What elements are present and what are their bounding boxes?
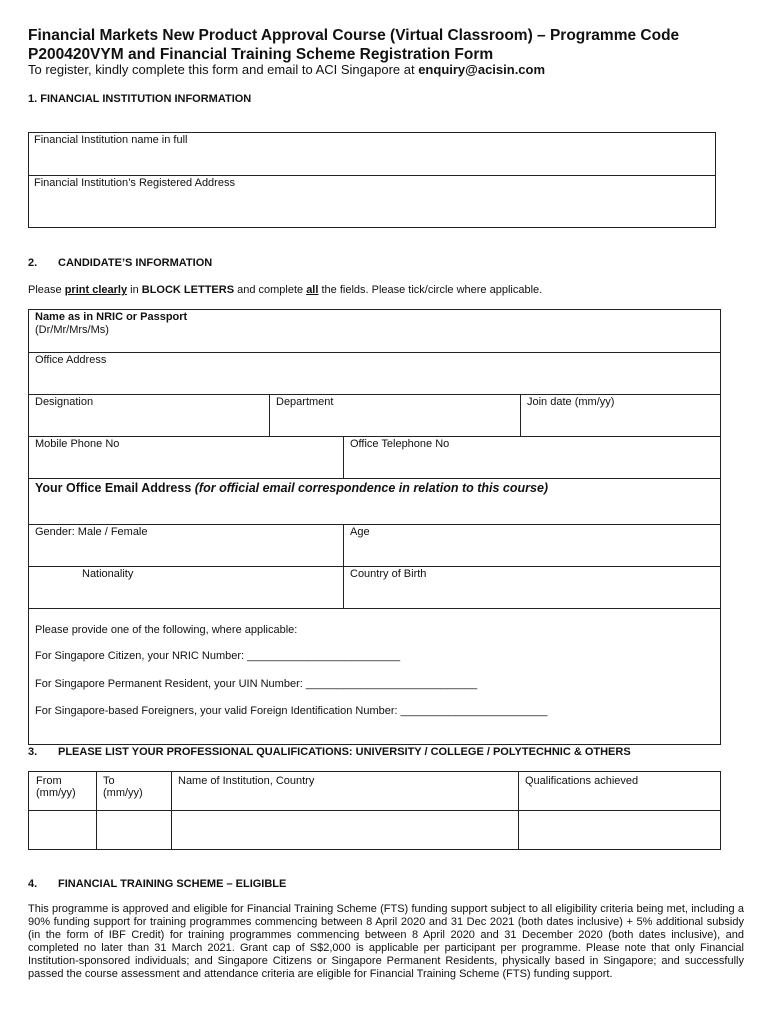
divider — [343, 524, 344, 608]
country-birth-label: Country of Birth — [350, 568, 427, 580]
id-intro: Please provide one of the following, where applicable: — [35, 624, 298, 636]
section4-heading — [28, 878, 286, 890]
fts-eligibility-paragraph: This programme is approved and eligible for Financial Training Scheme (FTS) funding support subject to all eligibility criteria being met, including a 90% funding support for training programmes commencing between 8 April 2020 and 31 Dec 2021 (both dates inclusive) + 5% additional subsidy (in the form of IBF Credit) for training programmes commencing between 8 April 2020 and 31 December 2020 (both dates inclusive), and completed no later than 31 March 2021. Grant cap of S$2,000 is applicable per participant per programme. Please note that only Financial Institution-sponsored individuals; and Singapore Citizens or Singapore Permanent Residents, physically based in Singapore; and successfully passed the course assessment and attendance criteria are eligible for Financial Training Scheme (FTS) funding support. — [28, 903, 744, 980]
qual-to-field[interactable] — [100, 816, 170, 846]
section1-heading: 1. FINANCIAL INSTITUTION INFORMATION — [28, 93, 252, 105]
email-field[interactable] — [35, 499, 714, 521]
mobile-label: Mobile Phone No — [35, 438, 120, 450]
col-institution-header: Name of Institution, Country — [178, 775, 315, 787]
divider — [28, 478, 721, 479]
institution-address-field[interactable] — [34, 194, 708, 222]
section2-instruction — [28, 284, 542, 296]
instr-part4: the fields. Please tick/circle where applicable. — [318, 284, 543, 296]
office-tel-field[interactable] — [350, 454, 716, 476]
col-to-sub: (mm/yy) — [103, 787, 143, 799]
nationality-field[interactable] — [35, 584, 341, 606]
department-field[interactable] — [276, 412, 518, 434]
section2-title: CANDIDATE’S INFORMATION — [58, 257, 213, 269]
email-label — [35, 481, 548, 495]
section3-heading — [28, 746, 631, 758]
gender-label: Gender: Male / Female — [35, 526, 148, 538]
divider — [171, 771, 172, 850]
department-label: Department — [276, 396, 334, 408]
section4-number: 4. — [28, 878, 38, 890]
col-from-header — [36, 775, 76, 799]
col-to-header — [103, 775, 143, 799]
subtitle-text: To register, kindly complete this form and email to ACI Singapore at — [28, 62, 419, 77]
institution-name-field[interactable] — [34, 150, 708, 172]
email-label-text: Your Office Email Address — [35, 481, 195, 495]
col-from-sub: (mm/yy) — [36, 787, 76, 799]
office-address-label: Office Address — [35, 354, 107, 366]
instr-block-letters: BLOCK LETTERS — [141, 284, 235, 296]
full-name-field[interactable] — [160, 318, 714, 346]
name-label: Name as in NRIC or Passport — [35, 311, 188, 323]
qual-from-field[interactable] — [32, 816, 96, 846]
email-note: (for official email correspondence in relation to this course) — [194, 481, 549, 495]
country-birth-field[interactable] — [350, 584, 716, 606]
section3-title: PLEASE LIST YOUR PROFESSIONAL QUALIFICATIONS: UNIVERSITY / COLLEGE / POLYTECHNIC & OTHERS — [58, 746, 631, 758]
institution-address-label: Financial Institution’s Registered Address — [34, 177, 235, 189]
fin-label[interactable]: For Singapore-based Foreigners, your valid Foreign Identification Number: ________________________ — [35, 705, 548, 717]
join-date-field[interactable] — [527, 412, 717, 434]
instr-part3: and complete — [234, 284, 307, 296]
section2-heading — [28, 257, 212, 269]
instr-all: all — [306, 284, 319, 296]
col-qualifications-header: Qualifications achieved — [525, 775, 639, 787]
divider — [520, 394, 521, 436]
age-field[interactable] — [350, 542, 716, 564]
form-subtitle — [28, 62, 545, 77]
divider — [28, 352, 721, 353]
join-date-label: Join date (mm/yy) — [527, 396, 615, 408]
instr-print-clearly: print clearly — [64, 284, 128, 296]
form-title — [28, 26, 748, 64]
uin-label[interactable]: For Singapore Permanent Resident, your UIN Number: ____________________________ — [35, 678, 478, 690]
section4-title: FINANCIAL TRAINING SCHEME – ELIGIBLE — [58, 878, 287, 890]
col-to-label: To — [103, 775, 115, 787]
title-options: (Dr/Mr/Mrs/Ms) — [35, 324, 109, 336]
divider — [518, 771, 519, 850]
qual-institution-field[interactable] — [175, 816, 517, 846]
divider — [28, 436, 721, 437]
form-title-line1: Financial Markets New Product Approval Course (Virtual Classroom) – Programme Code — [28, 27, 680, 44]
contact-email[interactable]: enquiry@acisin.com — [418, 62, 546, 77]
mobile-field[interactable] — [35, 454, 341, 476]
office-address-field[interactable] — [35, 370, 714, 392]
form-title-line2: P200420VYM and Financial Training Scheme Registration Form — [28, 46, 494, 63]
divider — [28, 394, 721, 395]
divider — [96, 771, 97, 850]
col-from-label: From — [36, 775, 62, 787]
section3-number: 3. — [28, 746, 38, 758]
institution-name-label: Financial Institution name in full — [34, 134, 188, 146]
nric-label[interactable]: For Singapore Citizen, your NRIC Number: _________________________ — [35, 650, 401, 662]
instr-part2: in — [127, 284, 142, 296]
divider — [28, 608, 721, 609]
divider — [28, 175, 716, 176]
gender-field[interactable] — [35, 542, 341, 564]
divider — [28, 810, 721, 811]
office-tel-label: Office Telephone No — [350, 438, 450, 450]
divider — [28, 524, 721, 525]
divider — [28, 566, 721, 567]
age-label: Age — [350, 526, 370, 538]
section2-number: 2. — [28, 257, 38, 269]
qual-achieved-field[interactable] — [522, 816, 720, 846]
nationality-label: Nationality — [82, 568, 134, 580]
designation-label: Designation — [35, 396, 94, 408]
designation-field[interactable] — [35, 412, 267, 434]
instr-part1: Please — [28, 284, 65, 296]
divider — [269, 394, 270, 436]
divider — [343, 436, 344, 478]
